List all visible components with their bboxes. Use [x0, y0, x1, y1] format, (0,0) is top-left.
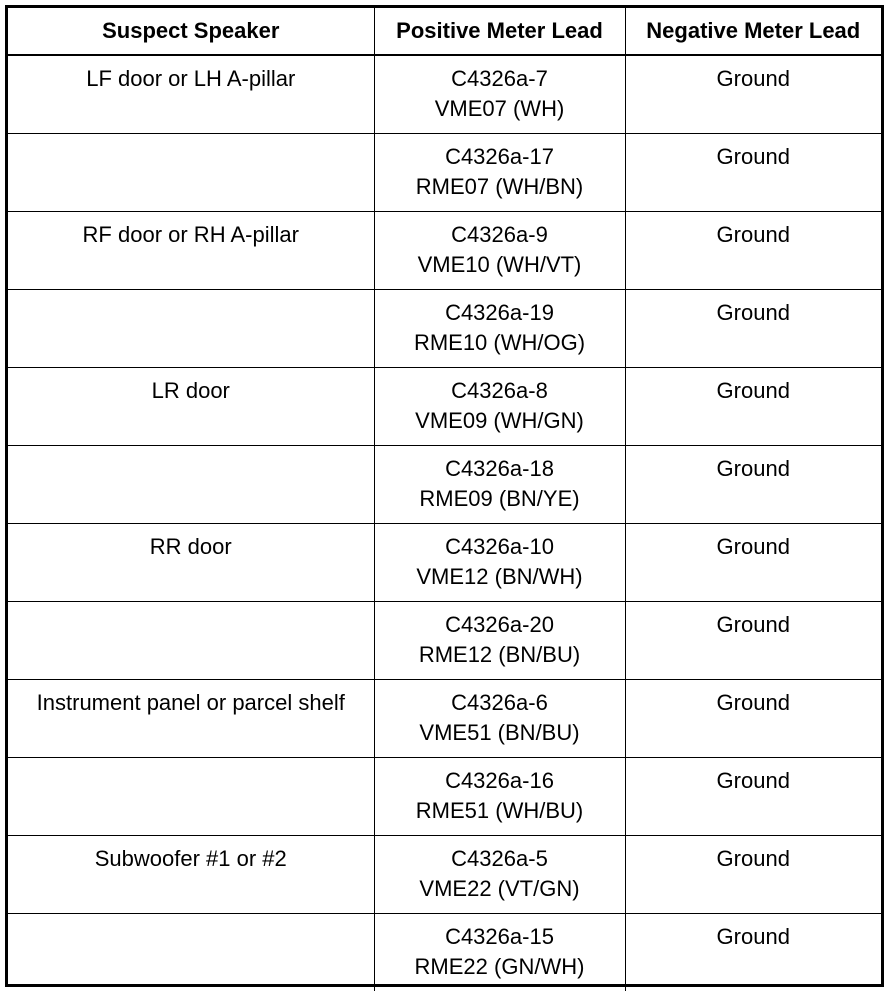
- table-row: [8, 211, 881, 289]
- speaker-test-table-frame: [5, 5, 884, 987]
- table-row: [8, 367, 881, 445]
- positive-meter-lead-cell: [374, 211, 625, 289]
- positive-meter-lead-cell: [374, 367, 625, 445]
- connector-pin-text: C4326a-15: [445, 923, 554, 949]
- negative-meter-lead-cell: [625, 913, 881, 991]
- positive-meter-lead-cell: [374, 523, 625, 601]
- connector-pin-text: C4326a-6: [451, 689, 548, 715]
- circuit-wire-text: VME22 (VT/GN): [419, 875, 580, 901]
- negative-meter-lead-cell: [625, 55, 881, 133]
- positive-meter-lead-cell: [374, 445, 625, 523]
- negative-lead-text: Ground: [716, 299, 790, 325]
- table-row: [8, 757, 881, 835]
- negative-lead-text: Ground: [716, 767, 790, 793]
- suspect-speaker-cell: [8, 289, 374, 367]
- circuit-wire-text: VME07 (WH): [434, 96, 565, 121]
- positive-meter-lead-cell: [374, 679, 625, 757]
- negative-meter-lead-cell: [625, 835, 881, 913]
- negative-lead-text: Ground: [716, 611, 790, 637]
- negative-lead-text: Ground: [716, 377, 790, 403]
- header-positive-meter-lead: Positive Meter Lead: [374, 8, 625, 55]
- suspect-speaker-text: LF door or LH A-pillar: [86, 66, 296, 91]
- negative-lead-text: Ground: [716, 923, 790, 949]
- positive-meter-lead-cell: [374, 913, 625, 991]
- suspect-speaker-text: LR door: [151, 377, 230, 403]
- positive-meter-lead-cell: [374, 835, 625, 913]
- header-negative-meter-lead: Negative Meter Lead: [625, 8, 881, 55]
- suspect-speaker-cell: [8, 55, 374, 133]
- negative-meter-lead-cell: [625, 523, 881, 601]
- table-row: [8, 913, 881, 991]
- circuit-wire-text: RME09 (BN/YE): [419, 485, 580, 511]
- negative-meter-lead-cell: [625, 133, 881, 211]
- suspect-speaker-cell: [8, 367, 374, 445]
- suspect-speaker-cell: [8, 913, 374, 991]
- circuit-wire-text: VME10 (WH/VT): [417, 251, 582, 277]
- positive-meter-lead-cell: [374, 757, 625, 835]
- circuit-wire-text: RME12 (BN/BU): [418, 641, 581, 667]
- circuit-wire-text: RME51 (WH/BU): [415, 797, 584, 823]
- circuit-wire-text: RME07 (WH/BN): [415, 173, 584, 199]
- circuit-wire-text: RME22 (GN/WH): [414, 953, 585, 979]
- circuit-wire-text: VME12 (BN/WH): [416, 563, 583, 589]
- suspect-speaker-text: RF door or RH A-pillar: [82, 221, 299, 247]
- positive-meter-lead-cell: [374, 289, 625, 367]
- connector-pin-text: C4326a-17: [445, 143, 554, 169]
- negative-meter-lead-cell: [625, 601, 881, 679]
- connector-pin-text: C4326a-20: [445, 611, 554, 637]
- positive-meter-lead-cell: [374, 55, 625, 133]
- table-row: [8, 289, 881, 367]
- negative-lead-text: Ground: [716, 455, 790, 481]
- suspect-speaker-cell: [8, 445, 374, 523]
- table-row: [8, 601, 881, 679]
- negative-lead-text: Ground: [716, 66, 790, 91]
- suspect-speaker-text: Subwoofer #1 or #2: [94, 845, 287, 871]
- positive-meter-lead-cell: [374, 601, 625, 679]
- connector-pin-text: C4326a-16: [445, 767, 554, 793]
- connector-pin-text: C4326a-10: [445, 533, 554, 559]
- connector-pin-text: C4326a-8: [451, 377, 548, 403]
- speaker-test-table: [8, 8, 881, 991]
- connector-pin-text: C4326a-19: [445, 299, 554, 325]
- suspect-speaker-cell: [8, 601, 374, 679]
- connector-pin-text: C4326a-7: [451, 66, 548, 91]
- negative-lead-text: Ground: [716, 689, 790, 715]
- circuit-wire-text: RME10 (WH/OG): [413, 329, 586, 355]
- table-row: [8, 133, 881, 211]
- negative-lead-text: Ground: [716, 533, 790, 559]
- suspect-speaker-cell: [8, 211, 374, 289]
- negative-meter-lead-cell: [625, 367, 881, 445]
- negative-lead-text: Ground: [716, 845, 790, 871]
- suspect-speaker-cell: [8, 835, 374, 913]
- connector-pin-text: C4326a-5: [451, 845, 548, 871]
- suspect-speaker-text: Instrument panel or parcel shelf: [36, 689, 345, 715]
- suspect-speaker-cell: [8, 133, 374, 211]
- negative-meter-lead-cell: [625, 679, 881, 757]
- table-row: [8, 445, 881, 523]
- table-row: [8, 679, 881, 757]
- positive-meter-lead-cell: [374, 133, 625, 211]
- negative-lead-text: Ground: [716, 221, 790, 247]
- circuit-wire-text: VME51 (BN/BU): [419, 719, 580, 745]
- table-row: [8, 835, 881, 913]
- connector-pin-text: C4326a-9: [451, 221, 548, 247]
- table-row: [8, 523, 881, 601]
- connector-pin-text: C4326a-18: [445, 455, 554, 481]
- negative-meter-lead-cell: [625, 211, 881, 289]
- negative-meter-lead-cell: [625, 289, 881, 367]
- suspect-speaker-cell: [8, 757, 374, 835]
- header-suspect-speaker: Suspect Speaker: [8, 8, 374, 55]
- table-row: [8, 55, 881, 133]
- negative-meter-lead-cell: [625, 757, 881, 835]
- circuit-wire-text: VME09 (WH/GN): [415, 407, 584, 433]
- header-row: [8, 8, 881, 55]
- suspect-speaker-text: RR door: [149, 533, 232, 559]
- suspect-speaker-cell: [8, 679, 374, 757]
- negative-lead-text: Ground: [716, 143, 790, 169]
- table-body: [8, 55, 881, 991]
- suspect-speaker-cell: [8, 523, 374, 601]
- negative-meter-lead-cell: [625, 445, 881, 523]
